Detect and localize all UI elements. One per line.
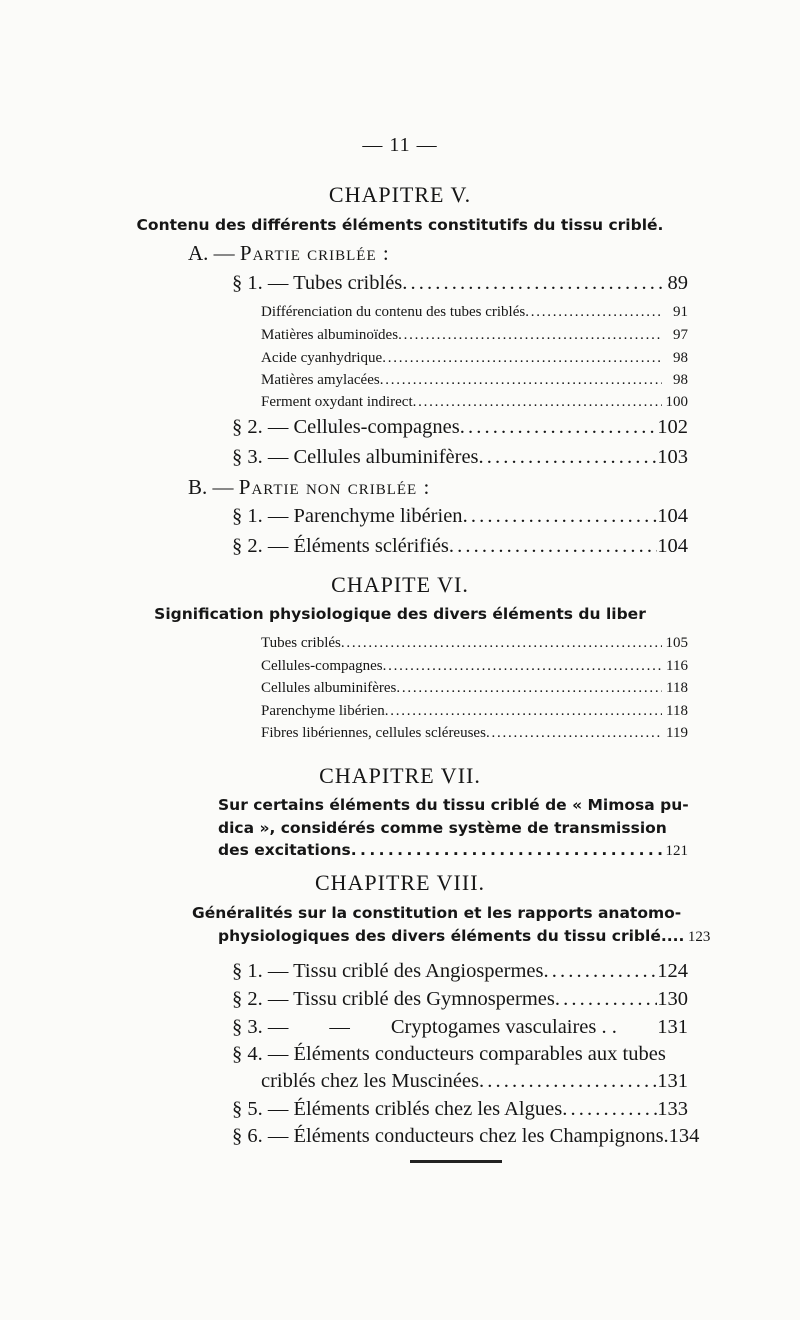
leader-dots — [544, 960, 658, 983]
toc-entry-text: § 5. — Éléments criblés chez les Algues — [232, 1098, 563, 1120]
toc-entry — [261, 703, 688, 720]
toc-entry-page: 104 — [657, 505, 688, 527]
leader-dots — [460, 416, 658, 439]
toc-entry-page: 130 — [657, 988, 688, 1010]
toc-entry-page: 118 — [666, 680, 688, 696]
toc-entry — [261, 394, 688, 411]
toc-entry-page: 97 — [673, 327, 688, 343]
toc-entry-text: Cellules-compagnes — [261, 658, 383, 674]
toc-entry-text: § 2. — Cellules-compagnes — [232, 416, 460, 438]
part-b-heading — [188, 475, 430, 500]
toc-entry-page: 133 — [657, 1098, 688, 1120]
part-a-label: Partie criblée : — [239, 241, 390, 265]
part-b-label: Partie non criblée : — [238, 475, 431, 499]
toc-entry-text: § 1. — Parenchyme libérien — [232, 505, 463, 527]
leader-dots — [479, 1070, 657, 1093]
toc-entry-text: Matières amylacées — [261, 372, 380, 388]
leader-dots — [398, 327, 662, 344]
toc-entry-page: 134 — [668, 1125, 700, 1147]
toc-entry-text: criblés chez les Muscinées — [261, 1070, 480, 1092]
toc-entry-text: Fibres libériennes, cellules scléreuses — [261, 725, 486, 741]
toc-entry — [232, 446, 688, 469]
leader-dots — [413, 394, 662, 411]
toc-entry-page: 89 — [667, 272, 688, 294]
toc-entry-page: 102 — [657, 416, 688, 438]
leader-dots — [479, 446, 658, 469]
leader-dots — [380, 372, 662, 389]
toc-entry-text: Différenciation du contenu des tubes criblés — [261, 304, 526, 320]
leader-dots — [555, 988, 657, 1011]
chapter-5-subtitle: Contenu des différents éléments constitutifs du tissu criblé. — [136, 216, 664, 234]
toc-entry-text: Parenchyme libérien — [261, 703, 385, 719]
leader-dots — [351, 841, 662, 859]
leader-dots — [382, 350, 662, 367]
toc-entry-page: 104 — [657, 535, 688, 557]
part-a-prefix: A. — — [188, 241, 240, 265]
leader-dots — [463, 505, 658, 528]
chapter-6-title: CHAPITE VI. — [331, 572, 469, 597]
toc-entry-text: Cellules albuminifères — [261, 680, 397, 696]
toc-entry — [232, 1016, 688, 1039]
toc-entry — [232, 505, 688, 528]
toc-entry-page: 98 — [673, 372, 688, 388]
toc-entry-page: 119 — [666, 725, 688, 741]
toc-entry-text: § 3. — Cellules albuminifères — [232, 446, 479, 468]
toc-entry-page: 124 — [657, 960, 688, 982]
toc-entry-text: Ferment oxydant indirect — [261, 394, 413, 410]
toc-entry-page: 131 — [657, 1016, 688, 1038]
toc-entry-text: § 2. — Tissu criblé des Gymnospermes — [232, 988, 555, 1010]
chapter-7-subtitle-line: dica », considérés comme système de transmission — [218, 819, 667, 837]
toc-entry-page: 121 — [665, 843, 688, 859]
chapter-8-title: CHAPITRE VIII. — [314, 870, 486, 895]
leader-dots — [562, 1098, 657, 1121]
chapter-8-subtitle-line: Généralités sur la constitution et les rapports anatomo- — [192, 904, 682, 922]
toc-entry — [261, 635, 688, 652]
chapter-7-subtitle-line: Sur certains éléments du tissu criblé de « Mimosa pu- — [218, 796, 689, 814]
toc-entry-text: des excitations — [218, 841, 351, 859]
toc-entry — [261, 304, 688, 321]
toc-entry-text: § 1. — Tissu criblé des Angiospermes — [232, 960, 544, 982]
toc-entry — [261, 658, 688, 675]
toc-entry — [261, 327, 688, 344]
leader-dots — [449, 535, 657, 558]
toc-entry-page: 98 — [673, 350, 688, 366]
toc-entry-text: § 4. — Éléments conducteurs comparables aux tubes — [232, 1043, 666, 1065]
part-a-heading — [188, 241, 390, 266]
toc-entry — [218, 841, 688, 860]
leader-dots — [525, 304, 662, 321]
toc-entry-text: Acide cyanhydrique — [261, 350, 383, 366]
leader-dots — [341, 635, 662, 652]
leader-dots — [486, 725, 662, 742]
toc-entry-text: physiologiques des divers éléments du tissu criblé.... — [218, 927, 685, 945]
toc-entry — [232, 1125, 700, 1148]
toc-entry-page: 116 — [666, 658, 688, 674]
toc-entry — [232, 272, 688, 295]
toc-entry-text: § 2. — Éléments sclérifiés — [232, 535, 449, 557]
toc-entry-text: Matières albuminoïdes — [261, 327, 399, 343]
toc-entry — [261, 1070, 688, 1093]
toc-entry — [218, 927, 711, 946]
chapter-6-subtitle: Signification physiologique des divers éléments du liber — [154, 605, 646, 623]
toc-entry-page: 131 — [657, 1070, 688, 1092]
toc-entry — [232, 416, 688, 439]
toc-entry-page: 118 — [666, 703, 688, 719]
leader-dots — [383, 658, 662, 675]
toc-entry-page: 91 — [673, 304, 688, 320]
leader-dots — [385, 703, 662, 720]
toc-entry — [261, 725, 688, 742]
end-rule — [410, 1160, 502, 1163]
toc-entry — [232, 535, 688, 558]
chapter-7-title: CHAPITRE VII. — [319, 763, 481, 788]
toc-entry — [232, 960, 688, 983]
chapter-5-title: CHAPITRE V. — [328, 182, 472, 207]
leader-dots — [396, 680, 662, 697]
toc-entry — [261, 680, 688, 697]
toc-entry — [232, 988, 688, 1011]
toc-entry — [261, 372, 688, 389]
toc-entry-text: § 1. — Tubes criblés — [232, 272, 403, 294]
toc-entry — [232, 1098, 688, 1121]
leader-dots — [402, 272, 662, 295]
toc-entry-page: 123 — [687, 929, 711, 945]
page-number: — 11 — — [362, 134, 438, 156]
toc-entry-text: Tubes criblés — [261, 635, 341, 651]
part-b-prefix: B. — — [188, 475, 239, 499]
toc-entry-page: 100 — [665, 394, 688, 410]
toc-entry-text: § 6. — Éléments conducteurs chez les Champignons. — [232, 1125, 669, 1147]
toc-entry-text: § 3. — — Cryptogames vasculaires . . — [232, 1016, 617, 1038]
toc-entry — [261, 350, 688, 367]
toc-entry-page: 105 — [665, 635, 688, 651]
toc-entry-page: 103 — [657, 446, 688, 468]
